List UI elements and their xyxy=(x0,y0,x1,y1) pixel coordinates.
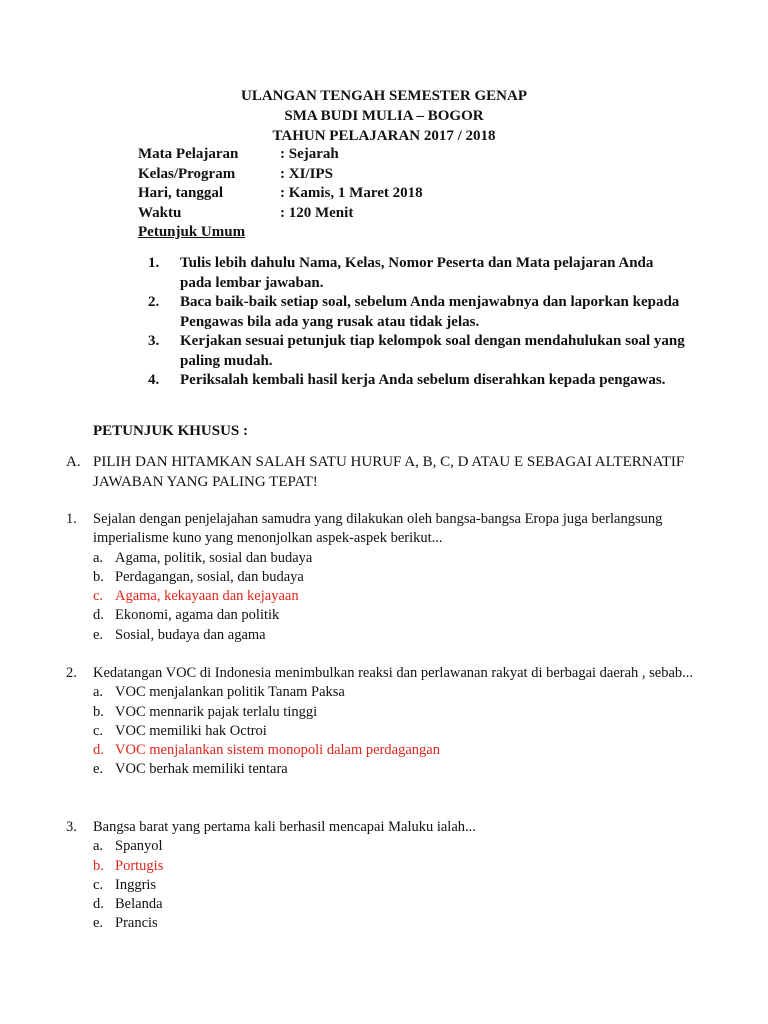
option-letter: b. xyxy=(93,857,104,874)
specific-instructions-heading: PETUNJUK KHUSUS : xyxy=(93,423,249,439)
info-value: : Kamis, 1 Maret 2018 xyxy=(280,185,423,201)
rule-text: Kerjakan sesuai petunjuk tiap kelompok soal dengan mendahulukan soal yang paling mudah. xyxy=(180,333,685,369)
rule-number: 3. xyxy=(148,333,160,349)
answer-option xyxy=(93,606,706,625)
info-label: Mata Pelajaran xyxy=(138,146,239,162)
question-text: Kedatangan VOC di Indonesia menimbulkan reaksi dan perlawanan rakyat di berbagai daerah , sebab... xyxy=(93,665,694,681)
answer-option xyxy=(93,876,706,895)
option-text: VOC menjalankan sistem monopoli dalam perdagangan xyxy=(115,742,440,759)
option-letter: d. xyxy=(93,896,104,913)
option-letter: d. xyxy=(93,607,104,624)
info-row-time xyxy=(138,204,423,224)
rule-number: 2. xyxy=(148,294,160,310)
option-text: VOC berhak memiliki tentara xyxy=(115,761,288,778)
option-text: Agama, politik, sosial dan budaya xyxy=(115,549,313,566)
rule-text: Periksalah kembali hasil kerja Anda sebelum diserahkan kepada pengawas. xyxy=(180,372,666,388)
option-letter: c. xyxy=(93,876,104,893)
school-name: SMA BUDI MULIA – BOGOR xyxy=(284,108,484,124)
section-letter: A. xyxy=(66,454,81,470)
option-letter: e. xyxy=(93,626,104,643)
list-item xyxy=(148,332,688,371)
answer-option xyxy=(93,549,706,568)
answer-option xyxy=(93,914,706,933)
question-text: Bangsa barat yang pertama kali berhasil mencapai Maluku ialah... xyxy=(93,819,476,835)
info-label: Hari, tanggal xyxy=(138,185,223,201)
option-letter: a. xyxy=(93,838,104,855)
exam-header xyxy=(0,86,768,146)
option-text: Perdagangan, sosial, dan budaya xyxy=(115,568,304,585)
question-number: 2. xyxy=(66,665,77,681)
answer-option xyxy=(93,568,706,587)
question-2 xyxy=(66,664,706,780)
question-stem xyxy=(66,664,706,683)
answer-option xyxy=(93,703,706,722)
option-letter: a. xyxy=(93,549,104,566)
question-3 xyxy=(66,818,706,934)
option-letter: b. xyxy=(93,568,104,585)
answer-option xyxy=(93,626,706,645)
answer-option xyxy=(93,722,706,741)
option-text: Sosial, budaya dan agama xyxy=(115,626,266,643)
rule-text: Baca baik-baik setiap soal, sebelum Anda menjawabnya dan laporkan kepada Pengawas bila ada yang rusak atau tidak jelas. xyxy=(180,294,680,330)
option-text: VOC mennarik pajak terlalu tinggi xyxy=(115,703,318,720)
option-letter: d. xyxy=(93,742,104,759)
answer-option-correct xyxy=(93,587,706,606)
list-item xyxy=(148,293,688,332)
rule-number: 4. xyxy=(148,372,160,388)
option-text: Portugis xyxy=(115,857,164,874)
info-label: Waktu xyxy=(138,204,182,221)
question-text: Sejalan dengan penjelajahan samudra yang dilakukan oleh bangsa-bangsa Eropa juga berlangsung imperialisme kuno yang menonjolkan aspek-aspek berikut... xyxy=(93,511,663,547)
answer-option xyxy=(93,895,706,914)
answer-option-correct xyxy=(93,741,706,760)
option-text: Prancis xyxy=(115,915,158,932)
general-instructions-list xyxy=(148,254,688,391)
info-row-date xyxy=(138,184,423,204)
option-text: Inggris xyxy=(115,876,157,893)
option-text: VOC memiliki hak Octroi xyxy=(115,722,267,739)
exam-title: ULANGAN TENGAH SEMESTER GENAP xyxy=(240,88,528,104)
section-text: PILIH DAN HITAMKAN SALAH SATU HURUF A, B, C, D ATAU E SEBAGAI ALTERNATIF JAWABAN YANG PALING TEPAT! xyxy=(93,454,685,490)
info-label: Kelas/Program xyxy=(138,165,236,182)
academic-year: TAHUN PELAJARAN 2017 / 2018 xyxy=(272,128,496,144)
info-value: : Sejarah xyxy=(280,146,339,162)
question-1 xyxy=(66,510,706,645)
answer-option xyxy=(93,683,706,702)
question-number: 3. xyxy=(66,819,77,835)
info-row-subject xyxy=(138,145,423,165)
list-item xyxy=(148,254,688,293)
option-text: Ekonomi, agama dan politik xyxy=(115,607,280,624)
option-text: Belanda xyxy=(115,896,163,913)
exam-info xyxy=(138,145,423,243)
section-a-instruction xyxy=(66,452,696,492)
option-letter: a. xyxy=(93,684,104,701)
list-item xyxy=(148,371,688,391)
answer-option-correct xyxy=(93,857,706,876)
answer-option xyxy=(93,760,706,779)
option-text: Spanyol xyxy=(115,838,163,855)
option-letter: c. xyxy=(93,722,104,739)
question-stem xyxy=(66,818,706,837)
option-letter: e. xyxy=(93,915,104,932)
option-letter: b. xyxy=(93,703,104,720)
question-stem xyxy=(66,510,706,549)
option-letter: e. xyxy=(93,761,104,778)
info-value: : 120 Menit xyxy=(280,204,354,221)
info-row-class xyxy=(138,165,423,185)
answer-option xyxy=(93,837,706,856)
info-value: : XI/IPS xyxy=(280,165,333,182)
rule-number: 1. xyxy=(148,255,160,271)
general-instructions-heading: Petunjuk Umum xyxy=(138,224,246,240)
option-letter: c. xyxy=(93,588,104,605)
option-text: VOC menjalankan politik Tanam Paksa xyxy=(115,684,345,701)
question-number: 1. xyxy=(66,511,77,527)
option-text: Agama, kekayaan dan kejayaan xyxy=(115,588,299,605)
rule-text: Tulis lebih dahulu Nama, Kelas, Nomor Peserta dan Mata pelajaran Anda pada lembar jawaban. xyxy=(180,255,654,291)
